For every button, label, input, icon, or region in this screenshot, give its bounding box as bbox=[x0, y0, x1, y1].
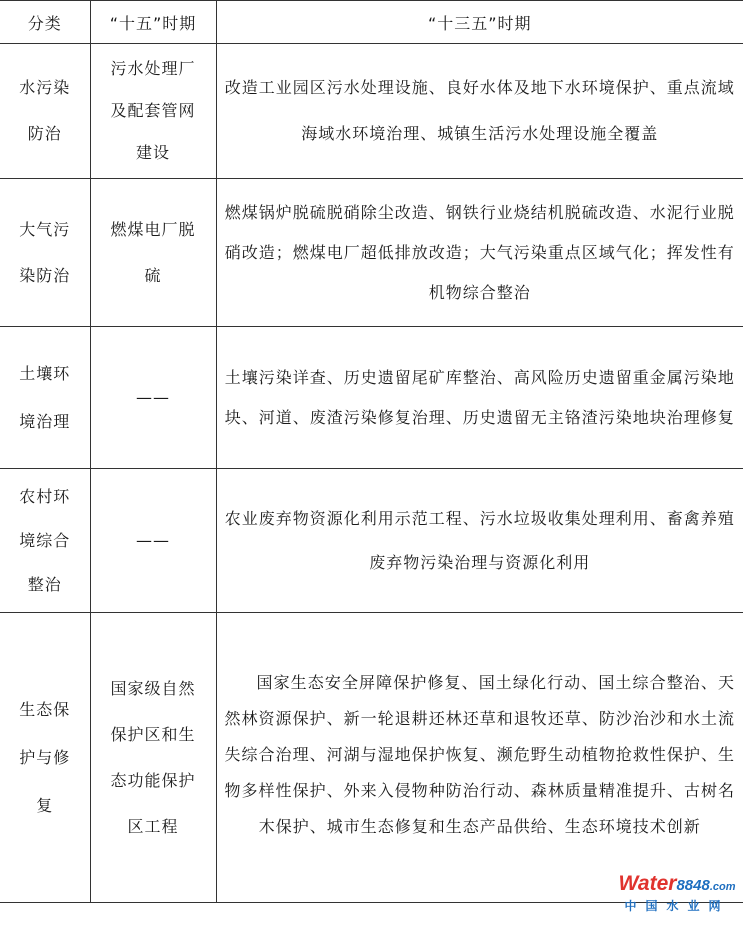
fifteen-line: —— bbox=[136, 387, 170, 407]
thirteen-cell bbox=[216, 179, 743, 327]
category-line: 土壤环 bbox=[19, 363, 71, 383]
header-thirteen: “十三五”时期 bbox=[216, 1, 743, 44]
watermark-brand bbox=[617, 873, 737, 898]
category-line: 水污染 bbox=[19, 78, 71, 97]
fifteen-line: 硫 bbox=[144, 265, 162, 285]
table-row bbox=[0, 44, 743, 179]
fifteen-cell bbox=[90, 613, 216, 903]
category-line: 境治理 bbox=[19, 411, 71, 431]
table-row bbox=[0, 179, 743, 327]
thirteen-cell bbox=[216, 44, 743, 179]
header-category: 分类 bbox=[0, 1, 90, 44]
table-row bbox=[0, 327, 743, 469]
category-cell bbox=[0, 44, 90, 179]
fifteen-line: —— bbox=[136, 530, 170, 550]
category-line: 复 bbox=[36, 795, 54, 815]
fifteen-cell bbox=[90, 327, 216, 469]
category-line: 防治 bbox=[27, 124, 62, 143]
category-line: 染防治 bbox=[19, 265, 71, 285]
thirteen-text: 国家生态安全屏障保护修复、国土绿化行动、国土综合整治、天然林资源保护、新一轮退耕还林还草和退牧还草、防沙治沙和水土流失综合治理、河湖与湿地保护恢复、濒危野生动植物抢救性保护、生物多样性保护、外来入侵物种防治行动、森林质量精准提升、古树名木保护、城市生态修复和生态产品供给、生态环境技术创新 bbox=[224, 672, 735, 836]
watermark-brand-w: W bbox=[618, 872, 638, 895]
category-line: 大气污 bbox=[19, 219, 71, 239]
table-row bbox=[0, 613, 743, 903]
thirteen-text: 农业废弃物资源化利用示范工程、污水垃圾收集处理利用、畜禽养殖废弃物污染治理与资源化利用 bbox=[224, 508, 735, 572]
fifteen-cell bbox=[90, 469, 216, 613]
water8848-watermark-logo bbox=[617, 873, 737, 913]
fifteen-line: 燃煤电厂脱 bbox=[110, 219, 196, 239]
table-row bbox=[0, 469, 743, 613]
fifteen-cell bbox=[90, 44, 216, 179]
fifteen-line: 污水处理厂 bbox=[110, 59, 196, 78]
thirteen-cell bbox=[216, 469, 743, 613]
category-line: 生态保 bbox=[19, 699, 71, 719]
thirteen-text: 改造工业园区污水处理设施、良好水体及地下水环境保护、重点流域海域水环境治理、城镇生活污水处理设施全覆盖 bbox=[224, 78, 735, 143]
thirteen-cell bbox=[216, 327, 743, 469]
thirteen-text: 土壤污染详查、历史遗留尾矿库整治、高风险历史遗留重金属污染地块、河道、废渣污染修复治理、历史遗留无主铬渣污染地块治理修复 bbox=[224, 367, 735, 427]
watermark-brand-suffix: .com bbox=[709, 881, 736, 893]
fifteen-line: 保护区和生 bbox=[110, 724, 196, 744]
table-header-row bbox=[0, 1, 743, 44]
category-line: 整治 bbox=[27, 574, 62, 594]
fifteen-cell bbox=[90, 179, 216, 327]
category-cell bbox=[0, 469, 90, 613]
fifteen-line: 国家级自然 bbox=[110, 678, 196, 698]
category-cell bbox=[0, 613, 90, 903]
category-cell bbox=[0, 327, 90, 469]
thirteen-text: 燃煤锅炉脱硫脱硝除尘改造、钢铁行业烧结机脱硫改造、水泥行业脱硝改造；燃煤电厂超低排放改造；大气污染重点区域气化；挥发性有机物综合整治 bbox=[224, 202, 735, 302]
category-line: 农村环 bbox=[19, 486, 71, 506]
header-fifteen: “十五”时期 bbox=[90, 1, 216, 44]
category-cell bbox=[0, 179, 90, 327]
watermark-brand-cn: 中国水业网 bbox=[624, 899, 730, 913]
category-line: 护与修 bbox=[19, 747, 71, 767]
thirteen-cell bbox=[216, 613, 743, 903]
fifteen-line: 区工程 bbox=[127, 816, 179, 836]
watermark-brand-rest: ater bbox=[637, 872, 677, 895]
category-line: 境综合 bbox=[19, 530, 71, 550]
fifteen-line: 建设 bbox=[135, 143, 170, 162]
fifteen-line: 态功能保护 bbox=[110, 770, 196, 790]
watermark-brand-num: 8848 bbox=[676, 877, 710, 894]
fifteen-line: 及配套管网 bbox=[110, 101, 196, 120]
